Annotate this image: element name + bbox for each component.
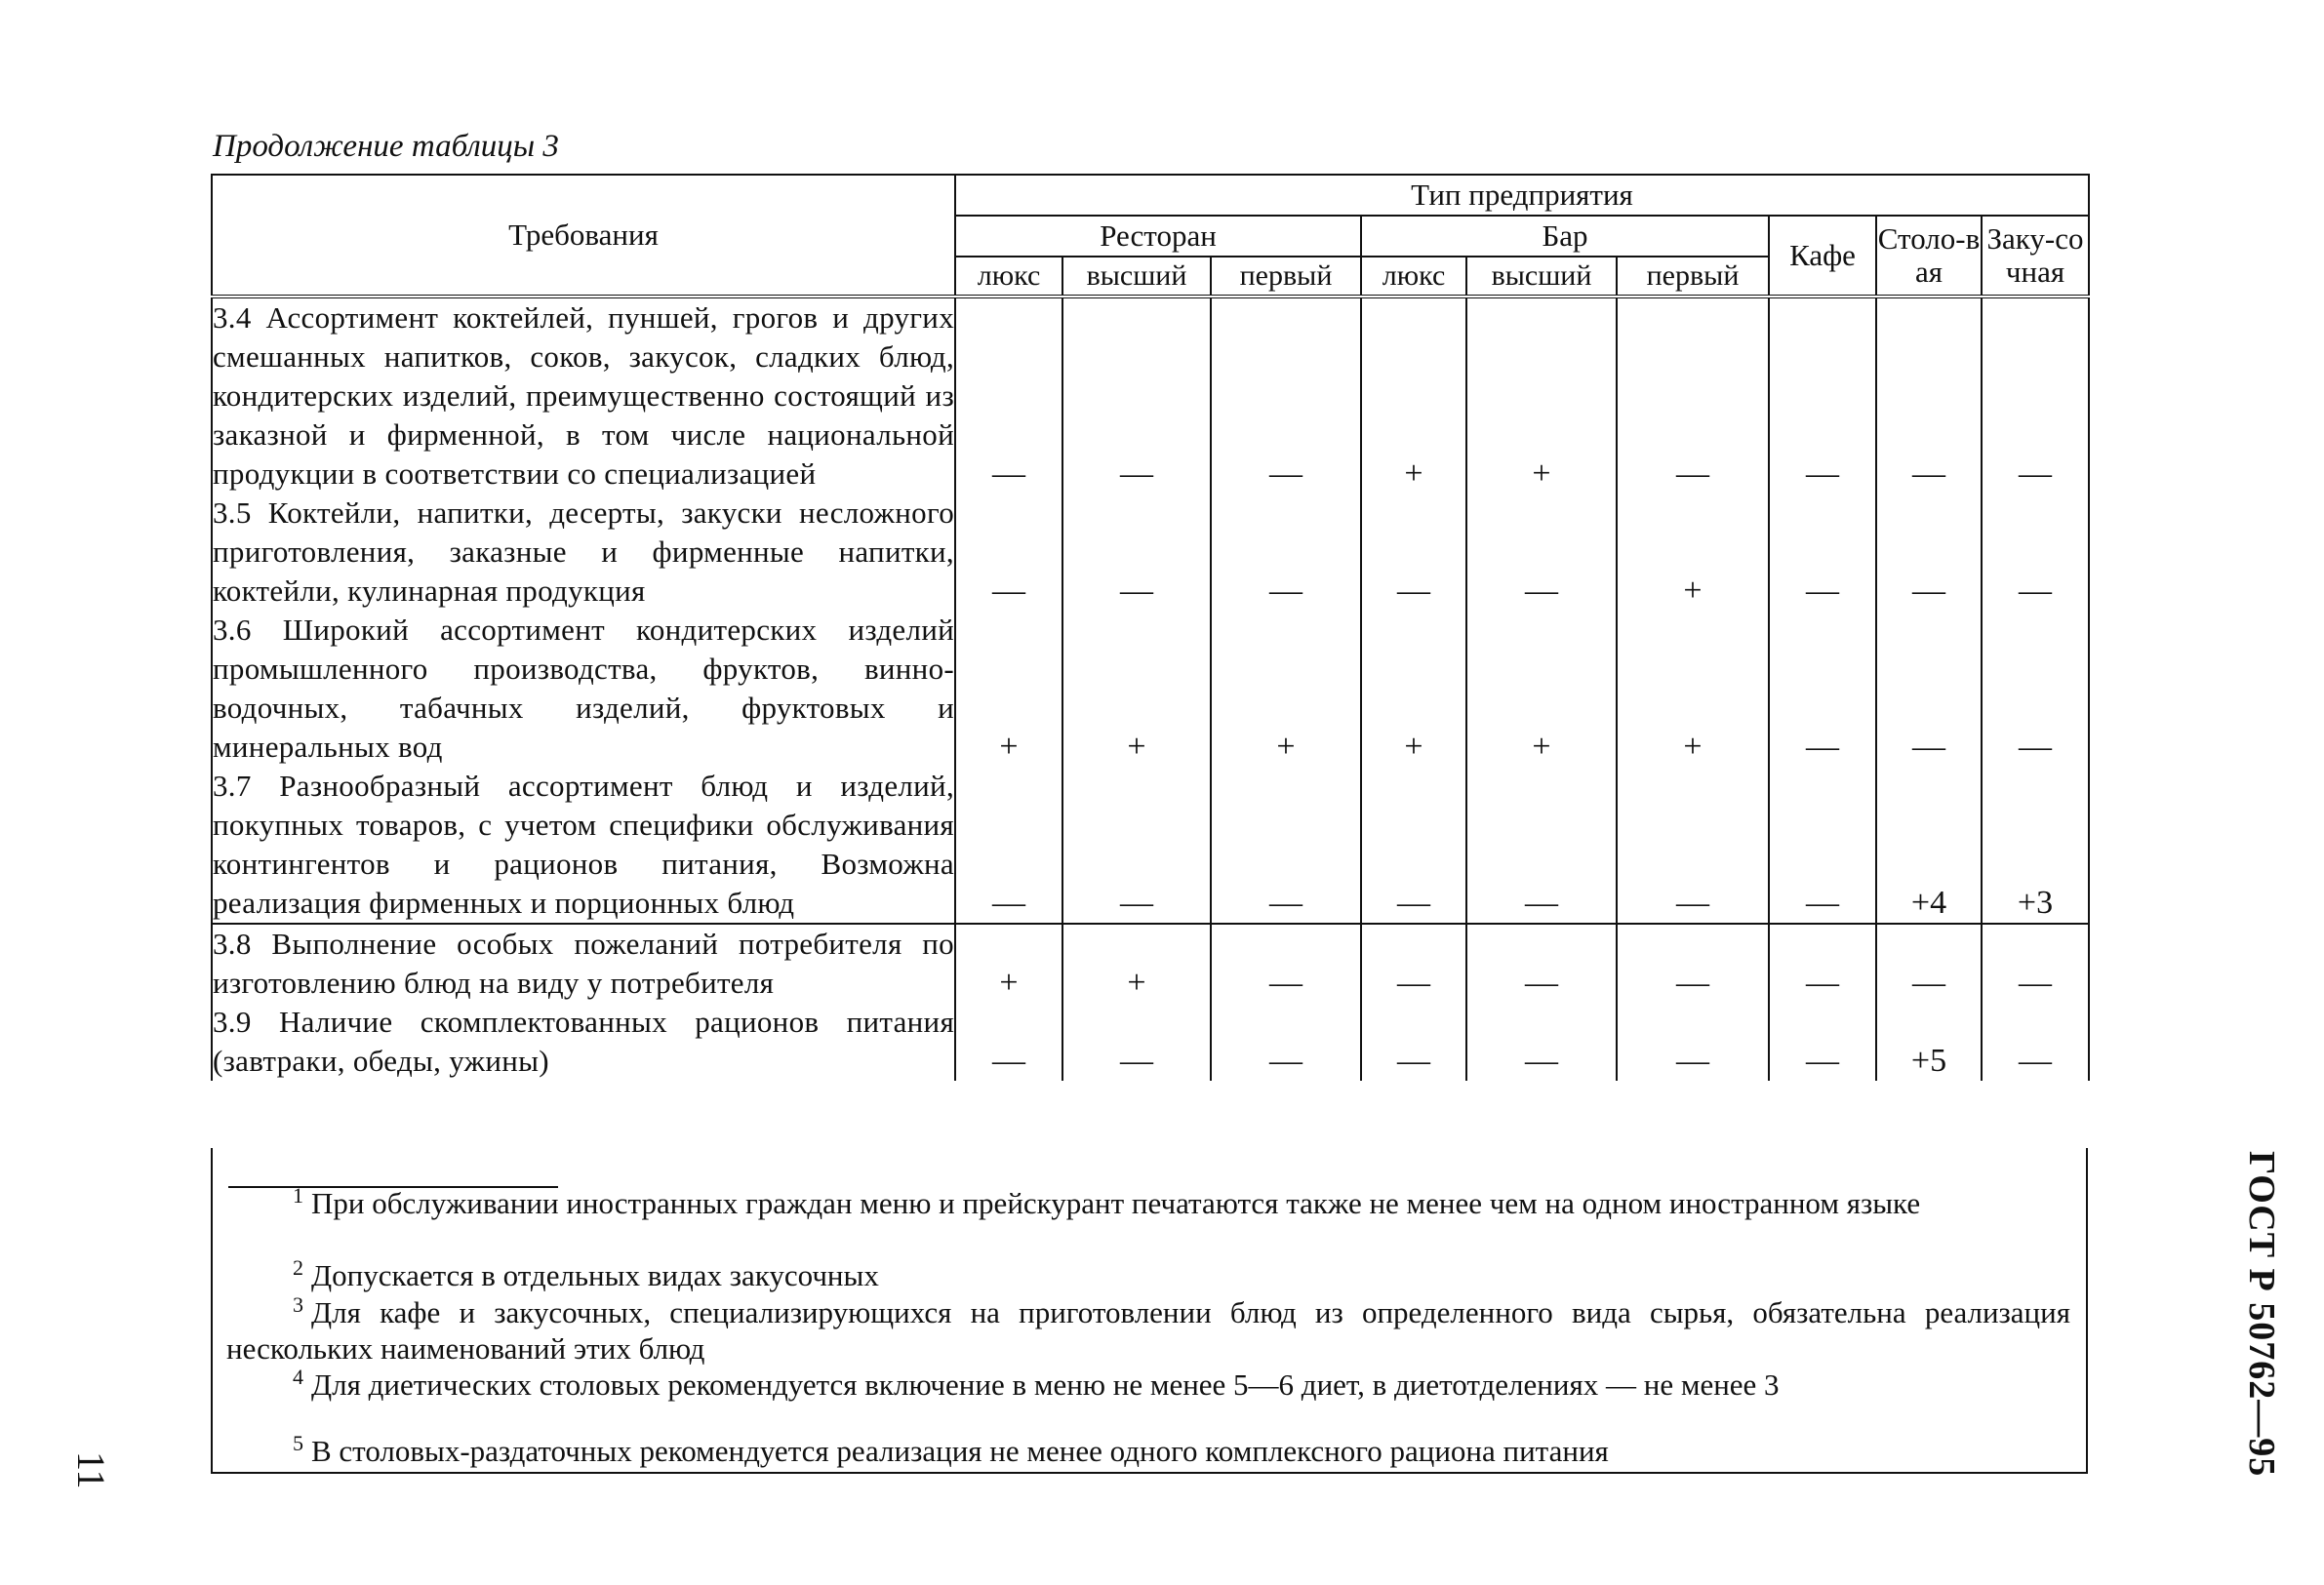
table-caption: Продолжение таблицы 3 <box>213 129 559 164</box>
footnote-text: Для диетических столовых рекомендуется включение в меню не менее 5—6 диет, в диетотделениях — не менее 3 <box>311 1367 1780 1402</box>
table-row <box>212 924 2089 1003</box>
table-cell: — <box>1982 494 2089 611</box>
header-requirements: Требования <box>212 175 955 297</box>
table-row <box>212 297 2089 494</box>
table-cell: + <box>1211 611 1361 767</box>
requirement-label: 3.5 Коктейли, напитки, десерты, закуски несложного приготовления, заказные и фирменные напитки, коктейли, кулинарная продукция <box>212 494 955 611</box>
header-restaurant-lux: люкс <box>955 257 1062 297</box>
table-cell: — <box>1466 494 1617 611</box>
table-cell: +3 <box>1982 767 2089 924</box>
table-cell: — <box>1769 924 1876 1003</box>
table-cell: — <box>1982 1003 2089 1081</box>
header-bar-lux: люкс <box>1361 257 1466 297</box>
table-cell: +5 <box>1876 1003 1982 1081</box>
table-cell: — <box>955 297 1062 494</box>
table-cell: — <box>1617 297 1769 494</box>
footnote-text: При обслуживании иностранных граждан меню и прейскурант печатаются также не менее чем на одном иностранном языке <box>311 1186 1921 1220</box>
footnote-text: Для кафе и закусочных, специализирующихся на приготовлении блюд из определенного вида сырья, обязательна реализация нескольких наименований этих блюд <box>226 1295 2070 1366</box>
table-cell: — <box>1361 494 1466 611</box>
footnote-text: В столовых-раздаточных рекомендуется реализация не менее одного комплексного рациона питания <box>311 1434 1609 1468</box>
table-cell: — <box>1062 494 1211 611</box>
requirements-table <box>211 174 2090 1081</box>
table-cell: — <box>1982 924 2089 1003</box>
table-cell: — <box>1466 767 1617 924</box>
table-cell: — <box>1769 611 1876 767</box>
table-cell: — <box>1876 924 1982 1003</box>
header-bar: Бар <box>1361 216 1769 257</box>
footnote-2 <box>226 1257 2070 1293</box>
header-bar-higher: высший <box>1466 257 1617 297</box>
table-cell: — <box>1211 1003 1361 1081</box>
footnote-number: 2 <box>293 1255 303 1280</box>
table-cell: — <box>1982 297 2089 494</box>
table-cell: + <box>955 924 1062 1003</box>
table-cell: — <box>1062 767 1211 924</box>
footnotes-block <box>211 1148 2088 1474</box>
table-cell: — <box>1211 924 1361 1003</box>
header-snackbar: Заку-сочная <box>1982 216 2089 297</box>
document-code: ГОСТ Р 50762—95 <box>2241 1151 2282 1478</box>
table-cell: — <box>1466 924 1617 1003</box>
table-cell: — <box>1361 924 1466 1003</box>
header-restaurant-higher: высший <box>1062 257 1211 297</box>
requirement-label: 3.6 Широкий ассортимент кондитерских изделий промышленного производства, фруктов, винно-водочных, табачных изделий, фруктовых и минеральных вод <box>212 611 955 767</box>
table-cell: — <box>1876 611 1982 767</box>
table-cell: — <box>955 767 1062 924</box>
table-cell: — <box>1769 297 1876 494</box>
header-canteen: Столо-вая <box>1876 216 1982 297</box>
table-cell: — <box>1769 494 1876 611</box>
table-cell: — <box>1982 611 2089 767</box>
table-cell: — <box>1361 767 1466 924</box>
requirement-label: 3.8 Выполнение особых пожеланий потребителя по изготовлению блюд на виду у потребителя <box>212 924 955 1003</box>
table-cell: + <box>1617 494 1769 611</box>
table-cell: — <box>1062 1003 1211 1081</box>
footnote-3 <box>226 1294 2070 1367</box>
footnote-number: 5 <box>293 1431 303 1455</box>
requirement-label: 3.4 Ассортимент коктейлей, пуншей, грогов и других смешанных напитков, соков, закусок, сладких блюд, кондитерских изделий, преимущественно состоящий из заказной и фирменной, в том числе национальной продукции в соответствии со специализацией <box>212 297 955 494</box>
table-cell: + <box>1062 611 1211 767</box>
table-cell: + <box>1361 611 1466 767</box>
table-cell: + <box>1466 297 1617 494</box>
table-cell: — <box>1617 1003 1769 1081</box>
footnote-number: 3 <box>293 1292 303 1317</box>
table-cell: — <box>1769 1003 1876 1081</box>
header-cafe: Кафе <box>1769 216 1876 297</box>
table-cell: — <box>1466 1003 1617 1081</box>
table-cell: +4 <box>1876 767 1982 924</box>
table-cell: — <box>1876 494 1982 611</box>
table-cell: — <box>1617 767 1769 924</box>
table-cell: — <box>1211 767 1361 924</box>
footnote-number: 4 <box>293 1365 303 1389</box>
table-cell: — <box>1876 297 1982 494</box>
header-enterprise-type: Тип предприятия <box>955 175 2089 216</box>
table-cell: — <box>955 1003 1062 1081</box>
footnote-text: Допускается в отдельных видах закусочных <box>311 1258 879 1292</box>
requirement-label: 3.9 Наличие скомплектованных рационов питания (завтраки, обеды, ужины) <box>212 1003 955 1081</box>
table-cell: + <box>1361 297 1466 494</box>
header-restaurant-first: первый <box>1211 257 1361 297</box>
table-cell: — <box>1062 297 1211 494</box>
table-cell: — <box>1361 1003 1466 1081</box>
table-cell: — <box>1211 297 1361 494</box>
table-cell: + <box>1062 924 1211 1003</box>
header-bar-first: первый <box>1617 257 1769 297</box>
table-row <box>212 767 2089 924</box>
table-row <box>212 611 2089 767</box>
table-cell: — <box>955 494 1062 611</box>
footnote-5 <box>226 1433 2070 1469</box>
footnote-4 <box>226 1367 2070 1403</box>
table-cell: + <box>1466 611 1617 767</box>
header-restaurant: Ресторан <box>955 216 1361 257</box>
table-cell: + <box>955 611 1062 767</box>
footnote-1 <box>226 1185 2070 1221</box>
table-cell: + <box>1617 611 1769 767</box>
table-cell: — <box>1211 494 1361 611</box>
table-row <box>212 494 2089 611</box>
table-cell: — <box>1769 767 1876 924</box>
table-row <box>212 1003 2089 1081</box>
page-number: 11 <box>69 1451 113 1489</box>
requirement-label: 3.7 Разнообразный ассортимент блюд и изделий, покупных товаров, с учетом специфики обслуживания контингентов и рационов питания, Возможна реализация фирменных и порционных блюд <box>212 767 955 924</box>
table-cell: — <box>1617 924 1769 1003</box>
footnote-number: 1 <box>293 1183 303 1208</box>
